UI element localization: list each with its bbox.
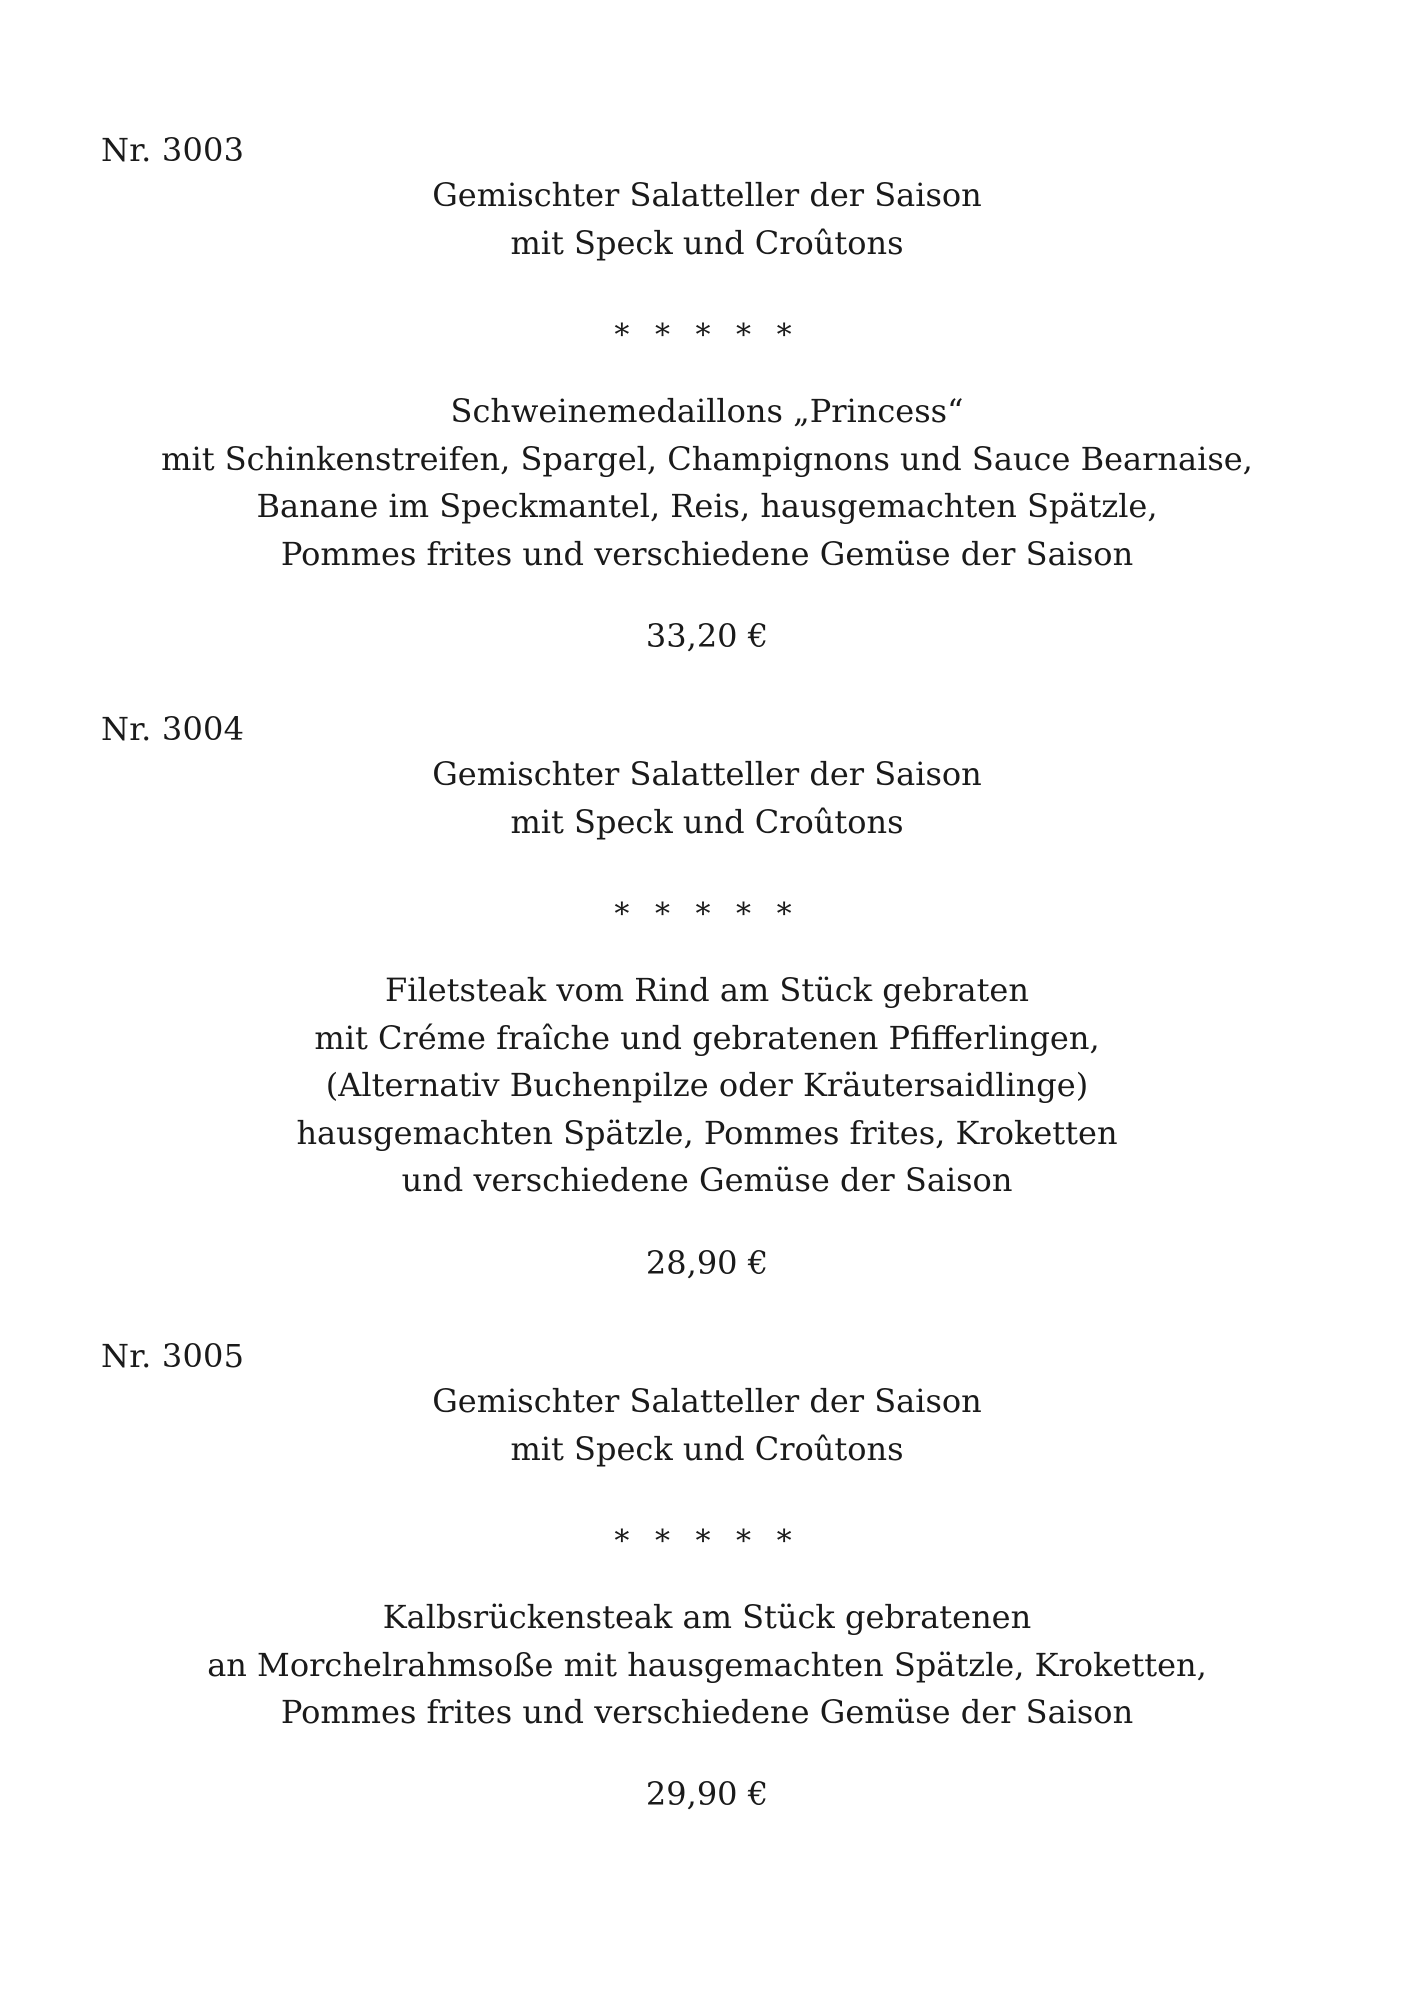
item-number: Nr. 3003: [101, 131, 245, 169]
main-line: (Alternativ Buchenpilze oder Kräutersaidlinge): [325, 1066, 1089, 1104]
main-line: Filetsteak vom Rind am Stück gebraten: [385, 971, 1029, 1009]
course-separator: * * * * *: [614, 897, 800, 932]
course-separator: * * * * *: [614, 1524, 800, 1559]
starter-description: [0, 1378, 1414, 1473]
starter-line: Gemischter Salatteller der Saison: [432, 176, 982, 214]
price: 33,20 €: [645, 617, 769, 655]
starter-line: Gemischter Salatteller der Saison: [432, 755, 982, 793]
main-line: Schweinemedaillons „Princess“: [450, 392, 964, 430]
main-line: Kalbsrückensteak am Stück gebratenen: [382, 1598, 1032, 1636]
main-description: [0, 967, 1414, 1205]
starter-line: mit Speck und Croûtons: [510, 802, 904, 841]
main-line: mit Créme fraîche und gebratenen Pfifferlingen,: [314, 1018, 1100, 1057]
starter-line: Gemischter Salatteller der Saison: [432, 1382, 982, 1420]
item-number: Nr. 3004: [101, 710, 245, 748]
main-description: [0, 1594, 1414, 1737]
starter-line: mit Speck und Croûtons: [510, 1429, 904, 1468]
price: 29,90 €: [645, 1775, 769, 1813]
main-line: hausgemachten Spätzle, Pommes frites, Kroketten: [296, 1113, 1118, 1152]
course-separator: * * * * *: [614, 318, 800, 353]
main-line: Banane im Speckmantel, Reis, hausgemachten Spätzle,: [256, 487, 1158, 525]
main-line: Pommes frites und verschiedene Gemüse der Saison: [280, 1693, 1134, 1731]
main-line: Pommes frites und verschiedene Gemüse der Saison: [280, 534, 1134, 573]
item-number: Nr. 3005: [101, 1337, 245, 1375]
main-description: [0, 388, 1414, 578]
price: 28,90 €: [645, 1244, 769, 1282]
starter-line: mit Speck und Croûtons: [510, 223, 904, 262]
main-line: mit Schinkenstreifen, Spargel, Champignons und Sauce Bearnaise,: [161, 439, 1253, 478]
main-line: an Morchelrahmsoße mit hausgemachten Spätzle, Kroketten,: [207, 1645, 1207, 1684]
starter-description: [0, 751, 1414, 846]
main-line: und verschiedene Gemüse der Saison: [401, 1161, 1013, 1199]
starter-description: [0, 172, 1414, 267]
